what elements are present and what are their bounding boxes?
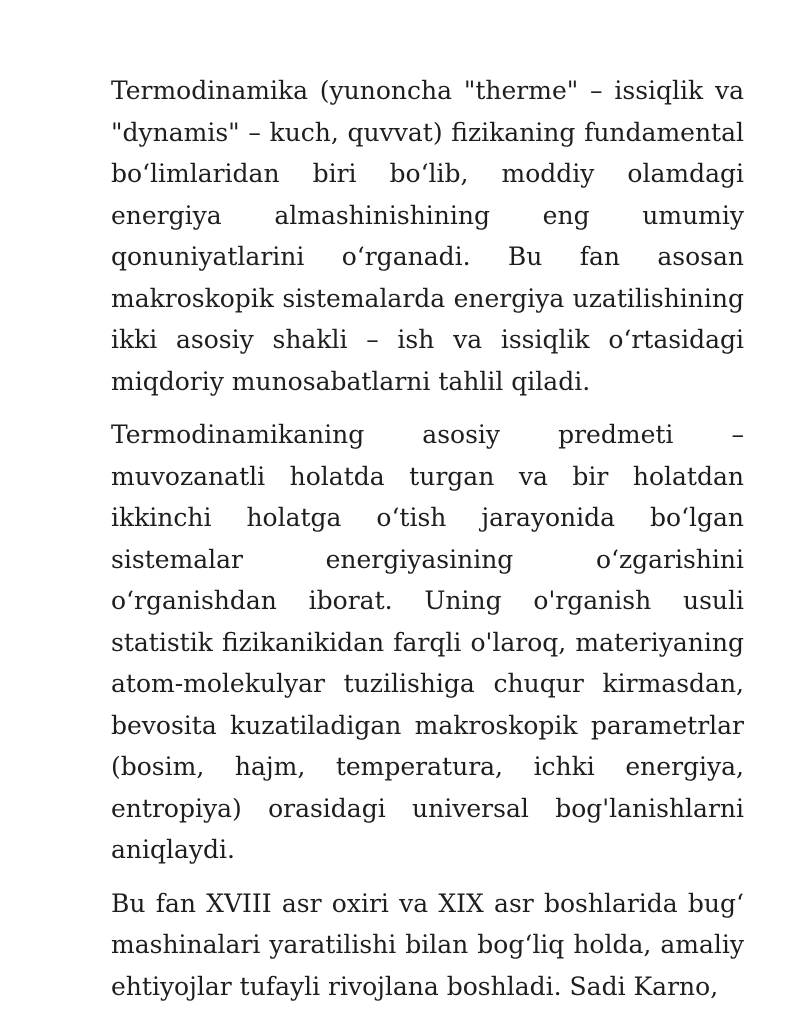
document-page — [111, 70, 744, 1007]
paragraph-3: Bu fan XVIII asr oxiri va XIX asr boshlarida bugʻ mashinalari yaratilishi bilan bogʻliq holda, amaliy ehtiyojlar tufayli rivojlana boshladi. Sadi Karno, — [111, 888, 744, 1001]
paragraph-1: Termodinamika (yunoncha "therme" – issiqlik va "dynamis" – kuch, quvvat) fizikaning fundamental boʻlimlaridan biri boʻlib, moddiy olamdagi energiya almashinishining eng umumiy qonuniyatlarini oʻrganadi. Bu fan asosan makroskopik sistemalarda energiya uzatilishining ikki asosiy shakli – ish va issiqlik oʻrtasidagi miqdoriy munosabatlarni tahlil qiladi. — [111, 76, 744, 396]
paragraph-2: Termodinamikaning asosiy predmeti – muvozanatli holatda turgan va bir holatdan ikkinchi holatga oʻtish jarayonida boʻlgan sistemalar energiyasining oʻzgarishini oʻrganishdan iborat. Uning o'rganish usuli statistik fizikanikidan farqli o'laroq, materiyaning atom-molekulyar tuzilishiga chuqur kirmasdan, bevosita kuzatiladigan makroskopik parametrlar (bosim, hajm, temperatura, ichki energiya, entropiya) orasidagi universal bog'lanishlarni aniqlaydi. — [111, 420, 744, 864]
